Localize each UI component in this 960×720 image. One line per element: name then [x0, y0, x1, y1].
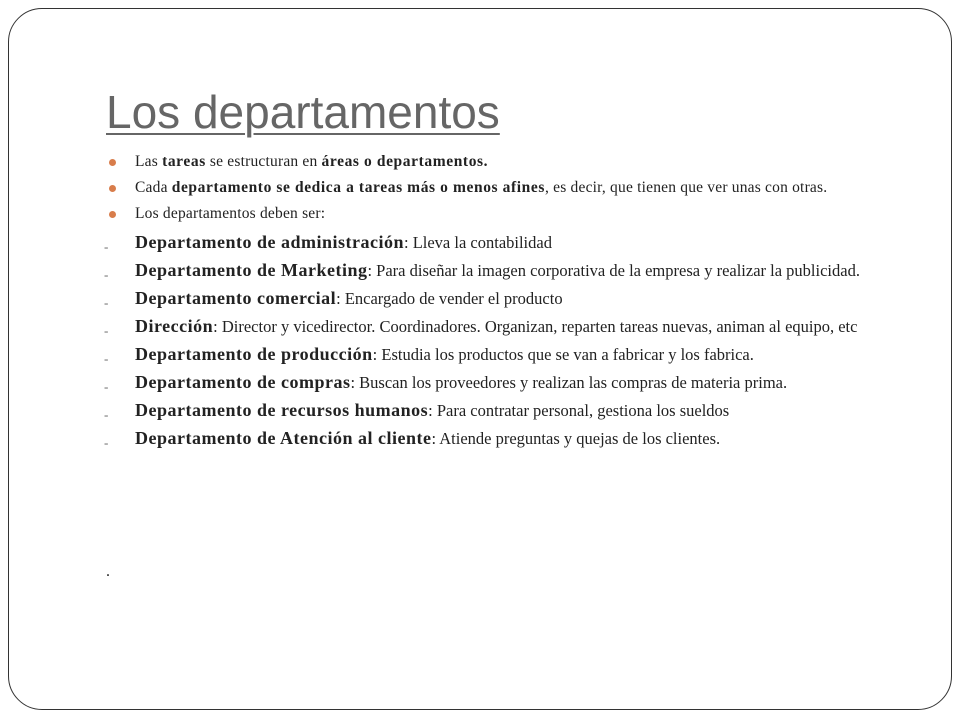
dept-name: Departamento de compras — [135, 372, 351, 392]
dept-name: Departamento comercial — [135, 288, 337, 308]
dept-name: Departamento de recursos humanos — [135, 400, 429, 420]
trailing-period: . — [106, 563, 110, 580]
dept-desc: : Estudia los productos que se van a fabricar y los fabrica. — [372, 345, 754, 364]
dept-name: Dirección — [135, 316, 214, 336]
dash-bullet: - — [104, 267, 109, 282]
dept-desc: : Lleva la contabilidad — [403, 233, 552, 252]
dept-item-atencion-cliente — [106, 428, 886, 449]
dept-desc: : Buscan los proveedores y realizan las compras de materia prima. — [350, 373, 788, 392]
bullet-item-deben-ser: Los departamentos deben ser: — [106, 204, 886, 223]
dept-item-administracion — [106, 232, 886, 253]
dept-name: Departamento de administración — [135, 232, 404, 252]
dept-desc: : Director y vicedirector. Coordinadores. Organizan, reparten tareas nuevas, animan al equipo, etc — [213, 317, 858, 336]
dept-item-recursos-humanos — [106, 400, 886, 421]
dash-bullet: - — [104, 435, 109, 450]
dept-item-comercial — [106, 288, 886, 309]
bullet-dot-icon — [109, 185, 116, 192]
slide-title: Los departamentos — [106, 86, 500, 138]
dash-bullet: - — [104, 407, 109, 422]
dept-desc: : Para contratar personal, gestiona los sueldos — [428, 401, 730, 420]
dept-name: Departamento de Marketing — [135, 260, 368, 280]
dept-desc: : Para diseñar la imagen corporativa de la empresa y realizar la publicidad. — [367, 261, 860, 280]
dept-item-compras — [106, 372, 886, 393]
dept-item-produccion — [106, 344, 886, 365]
dept-desc: : Encargado de vender el producto — [336, 289, 563, 308]
bullet-dot-icon — [109, 211, 116, 218]
bullet-item-departamento: Cada departamento se dedica a tareas más o menos afines, es decir, que tienen que ver unas con otras. — [106, 178, 886, 197]
dash-bullet: - — [104, 323, 109, 338]
dept-name: Departamento de Atención al cliente — [135, 428, 432, 448]
bullet-dot-icon — [109, 159, 116, 166]
dept-item-direccion — [106, 316, 886, 337]
dept-desc: : Atiende preguntas y quejas de los clientes. — [431, 429, 721, 448]
dash-bullet: - — [104, 239, 109, 254]
bullet-item-tareas: Las tareas se estructuran en áreas o departamentos. — [106, 152, 886, 171]
slide-content — [106, 152, 886, 456]
dept-name: Departamento de producción — [135, 344, 373, 364]
dash-bullet: - — [104, 379, 109, 394]
dash-bullet: - — [104, 351, 109, 366]
dept-item-marketing — [106, 260, 886, 281]
dash-bullet: - — [104, 295, 109, 310]
